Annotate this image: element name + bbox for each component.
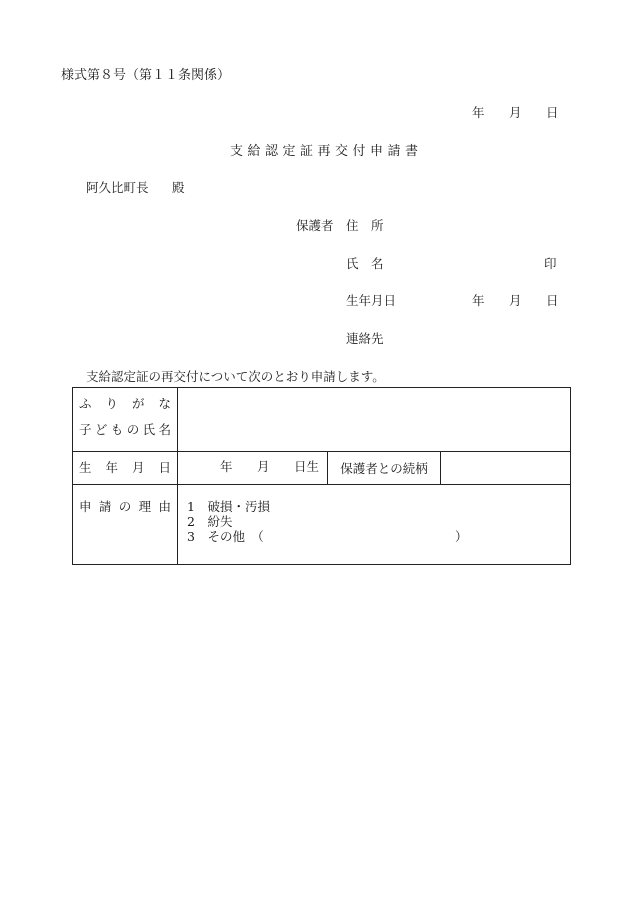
applicant-birth-month: 月: [509, 293, 522, 308]
applicant-birthdate-label: 生年月日: [346, 293, 397, 308]
birthdate-label-cell: [73, 452, 178, 485]
birth-day: 日生: [294, 459, 320, 474]
child-name-label-cell: [73, 388, 178, 452]
furigana-label: ふりがな: [79, 396, 171, 411]
application-table: [72, 387, 571, 565]
document-title: 支給認定証再交付申請書: [230, 144, 423, 159]
relationship-field[interactable]: [441, 452, 571, 485]
birthdate-label: 生年月日: [79, 459, 171, 475]
address-label: 住 所: [346, 218, 384, 233]
reason-option-1[interactable]: 1 破損・汚損: [187, 499, 270, 514]
child-name-field[interactable]: [178, 388, 571, 452]
applicant-birth-day: 日: [546, 293, 559, 308]
birthdate-field[interactable]: [178, 452, 328, 485]
contact-label: 連絡先: [346, 331, 384, 346]
seal-label: 印: [544, 256, 557, 271]
applicant-role-label: 保護者: [296, 218, 334, 233]
date-year: 年: [472, 105, 485, 120]
reason-label-cell: [73, 485, 178, 565]
reason-label: 申請の理由: [79, 499, 171, 514]
relationship-label-cell: [328, 452, 441, 485]
birth-year: 年: [220, 459, 233, 474]
form-number: 様式第８号（第１１条関係）: [61, 68, 231, 83]
reason-option-2[interactable]: 2 紛失: [187, 514, 233, 529]
name-label: 氏 名: [346, 256, 384, 271]
reason-field[interactable]: [178, 485, 571, 565]
reason-option-3[interactable]: 3 その他 （: [187, 529, 264, 544]
addressee-name: 阿久比町長: [86, 180, 149, 195]
addressee-honorific: 殿: [172, 180, 185, 195]
date-day: 日: [546, 105, 559, 120]
child-name-label: 子どもの氏名: [79, 421, 171, 437]
intro-text: 支給認定証の再交付について次のとおり申請します。: [86, 369, 385, 384]
reason-other-close: ）: [455, 529, 468, 544]
relationship-label: 保護者との続柄: [340, 460, 428, 476]
birth-month: 月: [257, 459, 270, 474]
date-month: 月: [509, 105, 522, 120]
applicant-birth-year: 年: [472, 293, 485, 308]
